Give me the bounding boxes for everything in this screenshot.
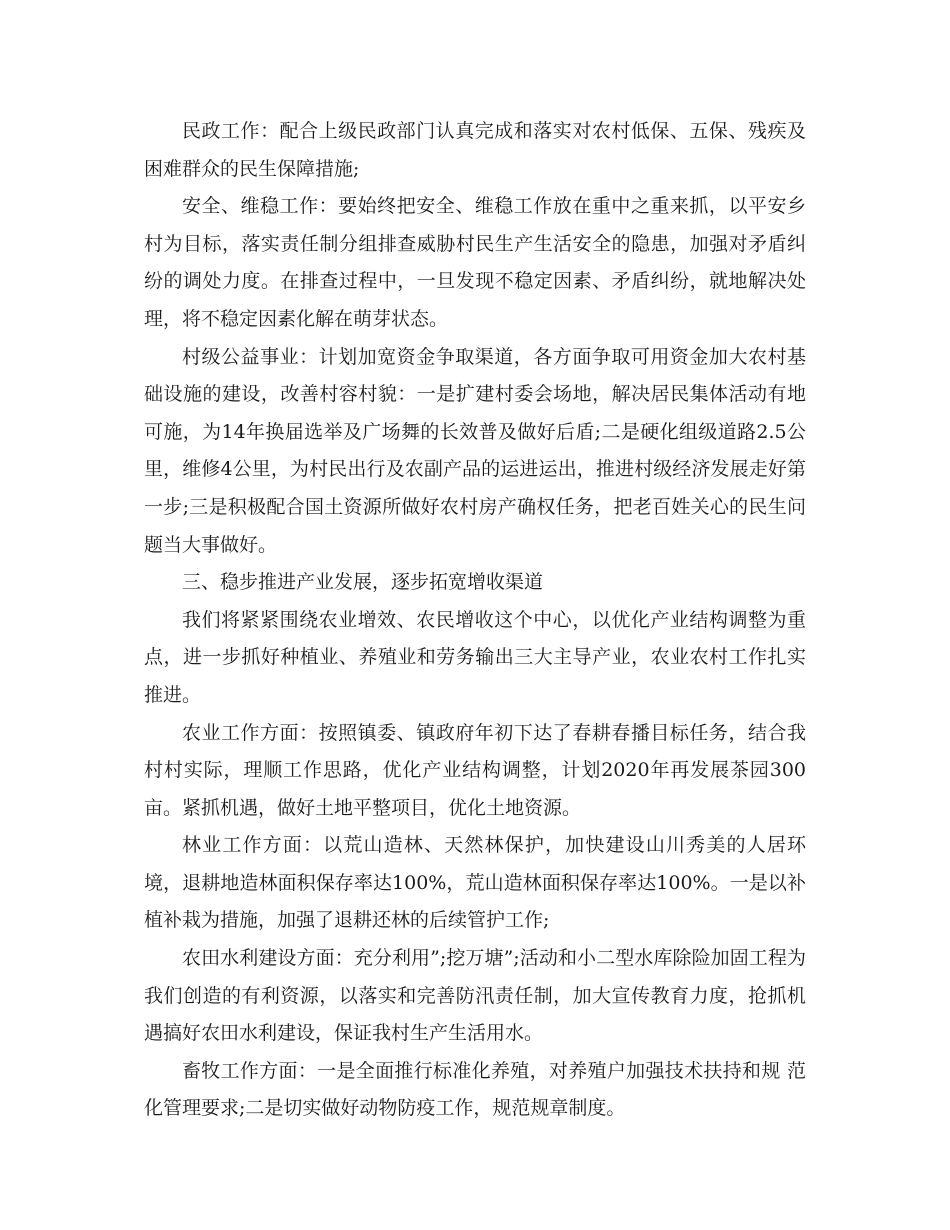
paragraph-civil-affairs: 民政工作：配合上级民政部门认真完成和落实对农村低保、五保、残疾及困难群众的民生保障措施; xyxy=(144,120,806,180)
paragraph-public-welfare: 村级公益事业：计划加宽资金争取渠道，各方面争取可用资金加大农村基础设施的建设，改善村容村貌：一是扩建村委会场地，解决居民集体活动有地可施，为14年换届选举及广场舞的长效普及做好后盾;二是硬化组级道路2.5公里，维修4公里，为村民出行及农副产品的运进运出，推进村级经济发展走好第一步;三是积极配合国土资源所做好农村房产确权任务，把老百姓关心的民生问题当大事做好。 xyxy=(144,345,806,556)
paragraph-agriculture: 农业工作方面：按照镇委、镇政府年初下达了春耕春播目标任务，结合我村村实际，理顺工作思路，优化产业结构调整，计划2020年再发展茶园300亩。紧抓机遇，做好土地平整项目，优化土地资源。 xyxy=(144,721,806,819)
section-heading-industry: 三、稳步推进产业发展，逐步拓宽增收渠道 xyxy=(182,571,544,594)
paragraph-animal-husbandry: 畜牧工作方面：一是全面推行标准化养殖，对养殖户加强技术扶持和规 范化管理要求;二是切实做好动物防疫工作，规范规章制度。 xyxy=(144,1059,806,1120)
document-body xyxy=(144,113,806,1128)
paragraph-industry-intro: 我们将紧紧围绕农业增效、农民增收这个中心，以优化产业结构调整为重点，进一步抓好种植业、养殖业和劳务输出三大主导产业，农业农村工作扎实推进。 xyxy=(144,608,806,706)
paragraph-water-conservancy: 农田水利建设方面：充分利用”;挖万塘”;活动和小二型水库除险加固工程为我们创造的有利资源，以落实和完善防汛责任制，加大宣传教育力度，抢抓机遇搞好农田水利建设，保证我村生产生活用水。 xyxy=(144,947,806,1045)
paragraph-safety-stability: 安全、维稳工作：要始终把安全、维稳工作放在重中之重来抓，以平安乡村为目标，落实责任制分组排查威胁村民生产生活安全的隐患，加强对矛盾纠纷的调处力度。在排查过程中，一旦发现不稳定因素、矛盾纠纷，就地解决处理，将不稳定因素化解在萌芽状态。 xyxy=(144,195,806,330)
paragraph-forestry: 林业工作方面：以荒山造林、天然林保护，加快建设山川秀美的人居环境，退耕地造林面积保存率达100%，荒山造林面积保存率达100%。一是以补植补栽为措施，加强了退耕还林的后续管护工作; xyxy=(144,834,806,932)
